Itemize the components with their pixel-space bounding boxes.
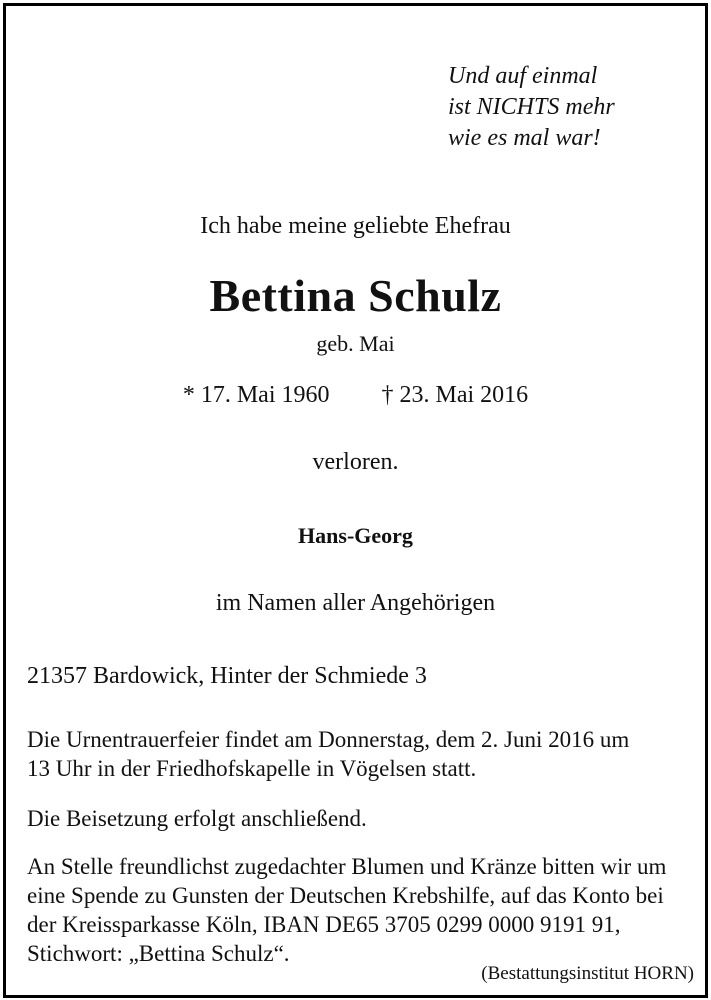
donation-line-4: Stichwort: „Bettina Schulz“. xyxy=(27,941,290,966)
address: 21357 Bardowick, Hinter der Schmiede 3 xyxy=(27,663,427,689)
deceased-name: Bettina Schulz xyxy=(209,270,502,321)
motto-line-1: Und auf einmal xyxy=(448,63,598,89)
donation-line-2: eine Spende zu Gunsten der Deutschen Krebshilfe, auf das Konto bei xyxy=(27,883,664,908)
intro-text: Ich habe meine geliebte Ehefrau xyxy=(200,213,511,239)
obituary-notice xyxy=(3,3,708,998)
signer-name: Hans-Georg xyxy=(298,523,413,548)
birth-name: geb. Mai xyxy=(316,331,395,356)
death-date: † 23. Mai 2016 xyxy=(381,382,529,408)
undertaker-credit: (Bestattungsinstitut HORN) xyxy=(481,963,694,984)
ceremony-paragraph xyxy=(27,725,629,783)
lost-text: verloren. xyxy=(312,449,399,475)
birth-date: * 17. Mai 1960 xyxy=(182,382,330,408)
family-text: im Namen aller Angehörigen xyxy=(215,590,496,616)
ceremony-line-1: Die Urnentrauerfeier findet am Donnerstag, dem 2. Juni 2016 um xyxy=(27,727,630,752)
ceremony-line-2: 13 Uhr in der Friedhofskapelle in Vögelsen statt. xyxy=(27,756,477,781)
donation-line-1: An Stelle freundlichst zugedachter Blumen und Kränze bitten wir um xyxy=(27,854,667,879)
burial-paragraph: Die Beisetzung erfolgt anschließend. xyxy=(27,806,367,831)
motto-quote xyxy=(448,61,615,154)
motto-line-2: ist NICHTS mehr xyxy=(448,94,615,120)
motto-line-3: wie es mal war! xyxy=(448,125,601,151)
donation-line-3: der Kreissparkasse Köln, IBAN DE65 3705 0299 0000 9191 91, xyxy=(27,912,621,937)
donation-paragraph xyxy=(27,852,666,968)
life-dates xyxy=(6,382,705,409)
